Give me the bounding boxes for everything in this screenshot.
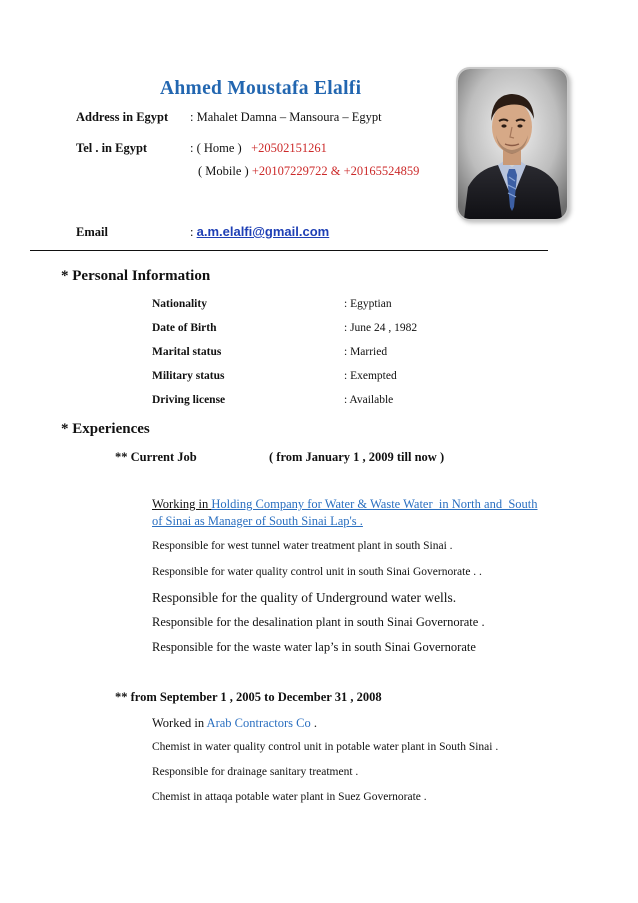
tel-home-prefix: : ( Home ) [190, 141, 252, 155]
previous-job-duty: Chemist in attaqa potable water plant in Suez Governorate . [152, 791, 427, 803]
personal-row-value: : Exempted [344, 370, 397, 382]
current-job-employer-line2 [152, 514, 363, 529]
previous-job-duty: Responsible for drainage sanitary treatment . [152, 766, 359, 778]
profile-photo [456, 67, 569, 221]
tel-mobile-prefix: ( Mobile ) [198, 164, 252, 178]
tel-home-number: +20502151261 [251, 141, 327, 155]
tel-mobile-amp: & [327, 164, 344, 178]
personal-row-value: : Available [344, 394, 394, 406]
address-label: Address in Egypt [76, 110, 169, 124]
previous-job-duty: Chemist in water quality control unit in potable water plant in South Sinai . [152, 741, 499, 753]
current-job-heading: ** Current Job [115, 450, 197, 464]
header-divider [30, 250, 548, 251]
employer-company: Arab Contractors Co [206, 716, 311, 730]
tel-mobile-number-2: +20165524859 [343, 164, 420, 178]
current-job-duty: Responsible for the quality of Underground water wells. [152, 590, 457, 605]
tel-mobile [198, 164, 419, 179]
personal-row-label: Nationality [152, 298, 207, 310]
worked-in-prefix: Worked in [152, 716, 207, 730]
email-link[interactable]: a.m.elalfi@gmail.com [196, 224, 330, 239]
previous-job-heading: ** from September 1 , 2005 to December 31 , 2008 [115, 690, 382, 704]
email-row [190, 224, 329, 240]
portrait-image [458, 69, 567, 219]
tel-label: Tel . in Egypt [76, 141, 148, 155]
employer-link-line2[interactable]: of Sinai as Manager of South Sinai Lap's . [152, 514, 363, 528]
personal-row-label: Military status [152, 370, 225, 382]
personal-row-label: Date of Birth [152, 322, 217, 334]
personal-row-label: Marital status [152, 346, 222, 358]
personal-info-heading: * Personal Information [61, 268, 211, 284]
candidate-name: Ahmed Moustafa Elalfi [160, 78, 362, 99]
experiences-heading: * Experiences [61, 421, 150, 437]
worked-in-suffix: . [310, 716, 317, 730]
current-job-duty: Responsible for water quality control unit in south Sinai Governorate . . [152, 566, 482, 578]
current-job-duty: Responsible for the waste water lap’s in south Sinai Governorate [152, 640, 476, 654]
address-value: : Mahalet Damna – Mansoura – Egypt [190, 110, 382, 124]
current-job-employer-line1 [152, 497, 538, 512]
tel-mobile-number-1: +20107229722 [251, 164, 328, 178]
tel-home [190, 141, 327, 156]
personal-row-value: : Egyptian [344, 298, 392, 310]
personal-row-value: : Married [344, 346, 388, 358]
current-job-duty: Responsible for the desalination plant in south Sinai Governorate . [152, 615, 485, 629]
employer-link-line1[interactable]: Holding Company for Water & Waste Water in North and South [211, 497, 538, 511]
current-job-period: ( from January 1 , 2009 till now ) [269, 450, 445, 464]
email-prefix: : [190, 225, 197, 239]
email-label: Email [76, 225, 108, 239]
working-in-prefix: Working in [152, 497, 212, 511]
current-job-duty: Responsible for west tunnel water treatment plant in south Sinai . [152, 540, 453, 552]
personal-row-value: : June 24 , 1982 [344, 322, 418, 334]
previous-job-employer [152, 716, 317, 731]
personal-row-label: Driving license [152, 394, 226, 406]
